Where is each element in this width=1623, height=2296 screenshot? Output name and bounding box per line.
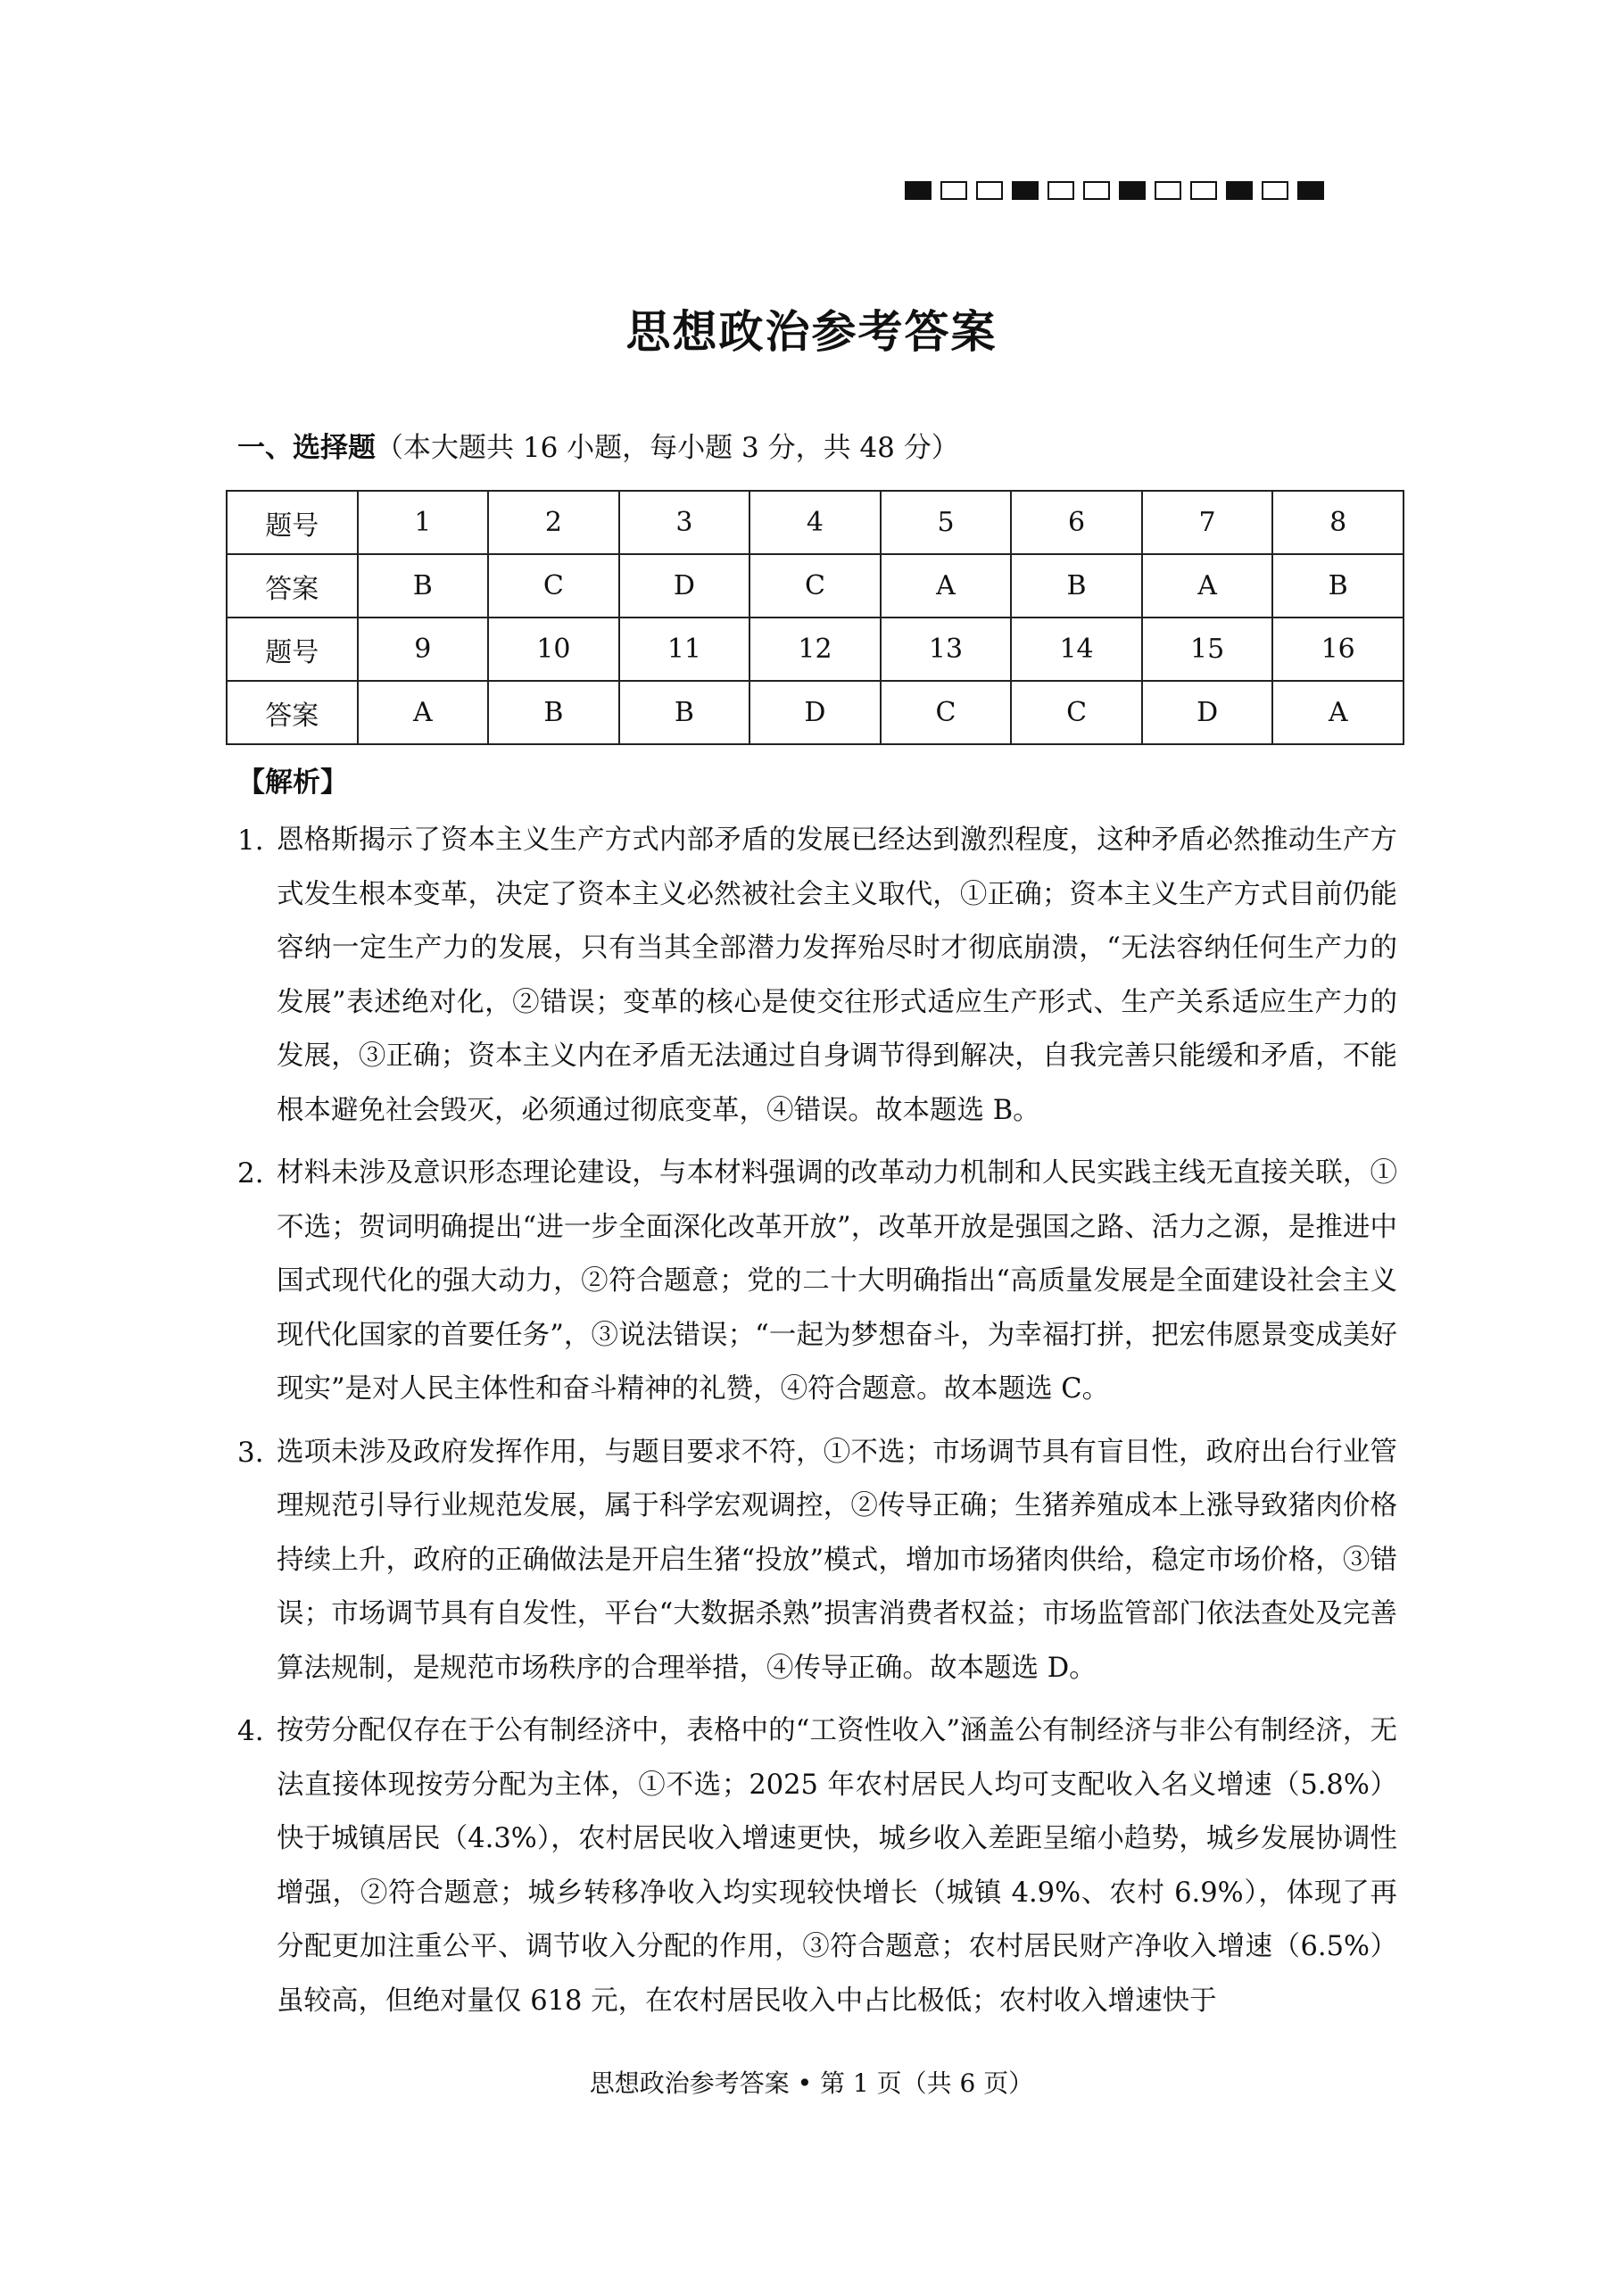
table-cell: C — [749, 554, 881, 618]
code-mark-filled — [1012, 181, 1039, 200]
item-text: 恩格斯揭示了资本主义生产方式内部矛盾的发展已经达到激烈程度，这种矛盾必然推动生产方式发生根本变革，决定了资本主义必然被社会主义取代，①正确；资本主义生产方式目前仍能容纳一定生产力的发展，只有当其全部潜力发挥殆尽时才彻底崩溃，“无法容纳任何生产力的发展”表述绝对化，②错误；变革的核心是使交往形式适应生产形式、生产关系适应生产力的发展，③正确；资本主义内在矛盾无法通过自身调节得到解决，自我完善只能缓和矛盾，不能根本避免社会毁灭，必须通过彻底变革，④错误。故本题选 B。 — [277, 825, 1397, 1126]
analysis-heading: 【解析】 — [237, 767, 348, 799]
table-cell: D — [1142, 681, 1273, 744]
table-row-header: 答案 — [227, 681, 358, 744]
section-note: （本大题共 16 小题，每小题 3 分，共 48 分） — [376, 432, 959, 464]
table-cell: D — [619, 554, 750, 618]
code-mark-filled — [1297, 181, 1324, 200]
code-mark-empty — [1262, 181, 1288, 200]
table-cell: 2 — [488, 491, 619, 554]
table-cell: 3 — [619, 491, 750, 554]
table-row — [227, 554, 1404, 618]
table-cell: B — [358, 554, 489, 618]
table-row — [227, 681, 1404, 744]
table-cell: A — [358, 681, 489, 744]
code-mark-empty — [1190, 181, 1217, 200]
table-cell: D — [749, 681, 881, 744]
table-cell: 16 — [1272, 618, 1404, 681]
code-mark-empty — [1083, 181, 1110, 200]
table-cell: 4 — [749, 491, 881, 554]
table-cell: 9 — [358, 618, 489, 681]
code-mark-empty — [1155, 181, 1181, 200]
item-number: 2. — [237, 1157, 264, 1189]
section-label: 一、选择题 — [237, 432, 376, 464]
code-mark-empty — [1047, 181, 1074, 200]
code-mark-empty — [976, 181, 1003, 200]
table-row-header: 答案 — [227, 554, 358, 618]
code-mark-empty — [940, 181, 967, 200]
table-cell: C — [488, 554, 619, 618]
table-cell: 14 — [1011, 618, 1142, 681]
answer-table — [226, 490, 1404, 745]
analysis-item — [237, 1426, 1397, 1696]
page-title: 思想政治参考答案 — [625, 306, 998, 358]
page-footer: 思想政治参考答案 • 第 1 页（共 6 页） — [589, 2068, 1034, 2098]
item-number: 1. — [237, 825, 264, 857]
item-text: 材料未涉及意识形态理论建设，与本材料强调的改革动力机制和人民实践主线无直接关联，①不选；贺词明确提出“进一步全面深化改革开放”，改革开放是强国之路、活力之源，是推进中国式现代化的强大动力，②符合题意；党的二十大明确指出“高质量发展是全面建设社会主义现代化国家的首要任务”，③说法错误；“一起为梦想奋斗，为幸福打拼，把宏伟愿景变成美好现实”是对人民主体性和奋斗精神的礼赞，④符合题意。故本题选 C。 — [277, 1157, 1397, 1405]
table-cell: A — [1272, 681, 1404, 744]
item-number: 3. — [237, 1436, 264, 1469]
table-cell: A — [1142, 554, 1273, 618]
table-cell: 15 — [1142, 618, 1273, 681]
table-cell: 7 — [1142, 491, 1273, 554]
analysis-item — [237, 814, 1397, 1138]
item-text: 选项未涉及政府发挥作用，与题目要求不符，①不选；市场调节具有盲目性，政府出台行业管理规范引导行业规范发展，属于科学宏观调控，②传导正确；生猪养殖成本上涨导致猪肉价格持续上升，政府的正确做法是开启生猪“投放”模式，增加市场猪肉供给，稳定市场价格，③错误；市场调节具有自发性，平台“大数据杀熟”损害消费者权益；市场监管部门依法查处及完善算法规制，是规范市场秩序的合理举措，④传导正确。故本题选 D。 — [277, 1436, 1397, 1684]
table-cell: 8 — [1272, 491, 1404, 554]
code-mark-filled — [1226, 181, 1253, 200]
item-text: 按劳分配仅存在于公有制经济中，表格中的“工资性收入”涵盖公有制经济与非公有制经济，无法直接体现按劳分配为主体，①不选；2025 年农村居民人均可支配收入名义增速（5.8%）快于城镇居民（4.3%），农村居民收入增速更快，城乡收入差距呈缩小趋势，城乡发展协调性增强，②符合题意；城乡转移净收入均实现较快增长（城镇 4.9%、农村 6.9%），体现了再分配更加注重公平、调节收入分配的作用，③符合题意；农村居民财产净收入增速（6.5%）虽较高，但绝对量仅 618 元，在农村居民收入中占比极低；农村收入增速快于 — [277, 1715, 1397, 2017]
table-cell: B — [1272, 554, 1404, 618]
item-number: 4. — [237, 1715, 264, 1747]
analysis-item — [237, 1147, 1397, 1417]
table-cell: A — [881, 554, 1012, 618]
table-cell: 13 — [881, 618, 1012, 681]
table-cell: 10 — [488, 618, 619, 681]
table-cell: B — [488, 681, 619, 744]
table-row-header: 题号 — [227, 491, 358, 554]
table-cell: B — [619, 681, 750, 744]
analysis-list — [237, 814, 1397, 2037]
table-cell: 12 — [749, 618, 881, 681]
table-row — [227, 618, 1404, 681]
table-row-header: 题号 — [227, 618, 358, 681]
table-cell: 5 — [881, 491, 1012, 554]
section-heading — [237, 428, 959, 468]
table-cell: 11 — [619, 618, 750, 681]
document-code-marks — [905, 181, 1324, 200]
code-mark-filled — [1119, 181, 1146, 200]
code-mark-filled — [905, 181, 932, 200]
table-cell: 1 — [358, 491, 489, 554]
table-cell: C — [1011, 681, 1142, 744]
table-row — [227, 491, 1404, 554]
table-cell: C — [881, 681, 1012, 744]
table-cell: 6 — [1011, 491, 1142, 554]
table-cell: B — [1011, 554, 1142, 618]
analysis-item — [237, 1704, 1397, 2028]
